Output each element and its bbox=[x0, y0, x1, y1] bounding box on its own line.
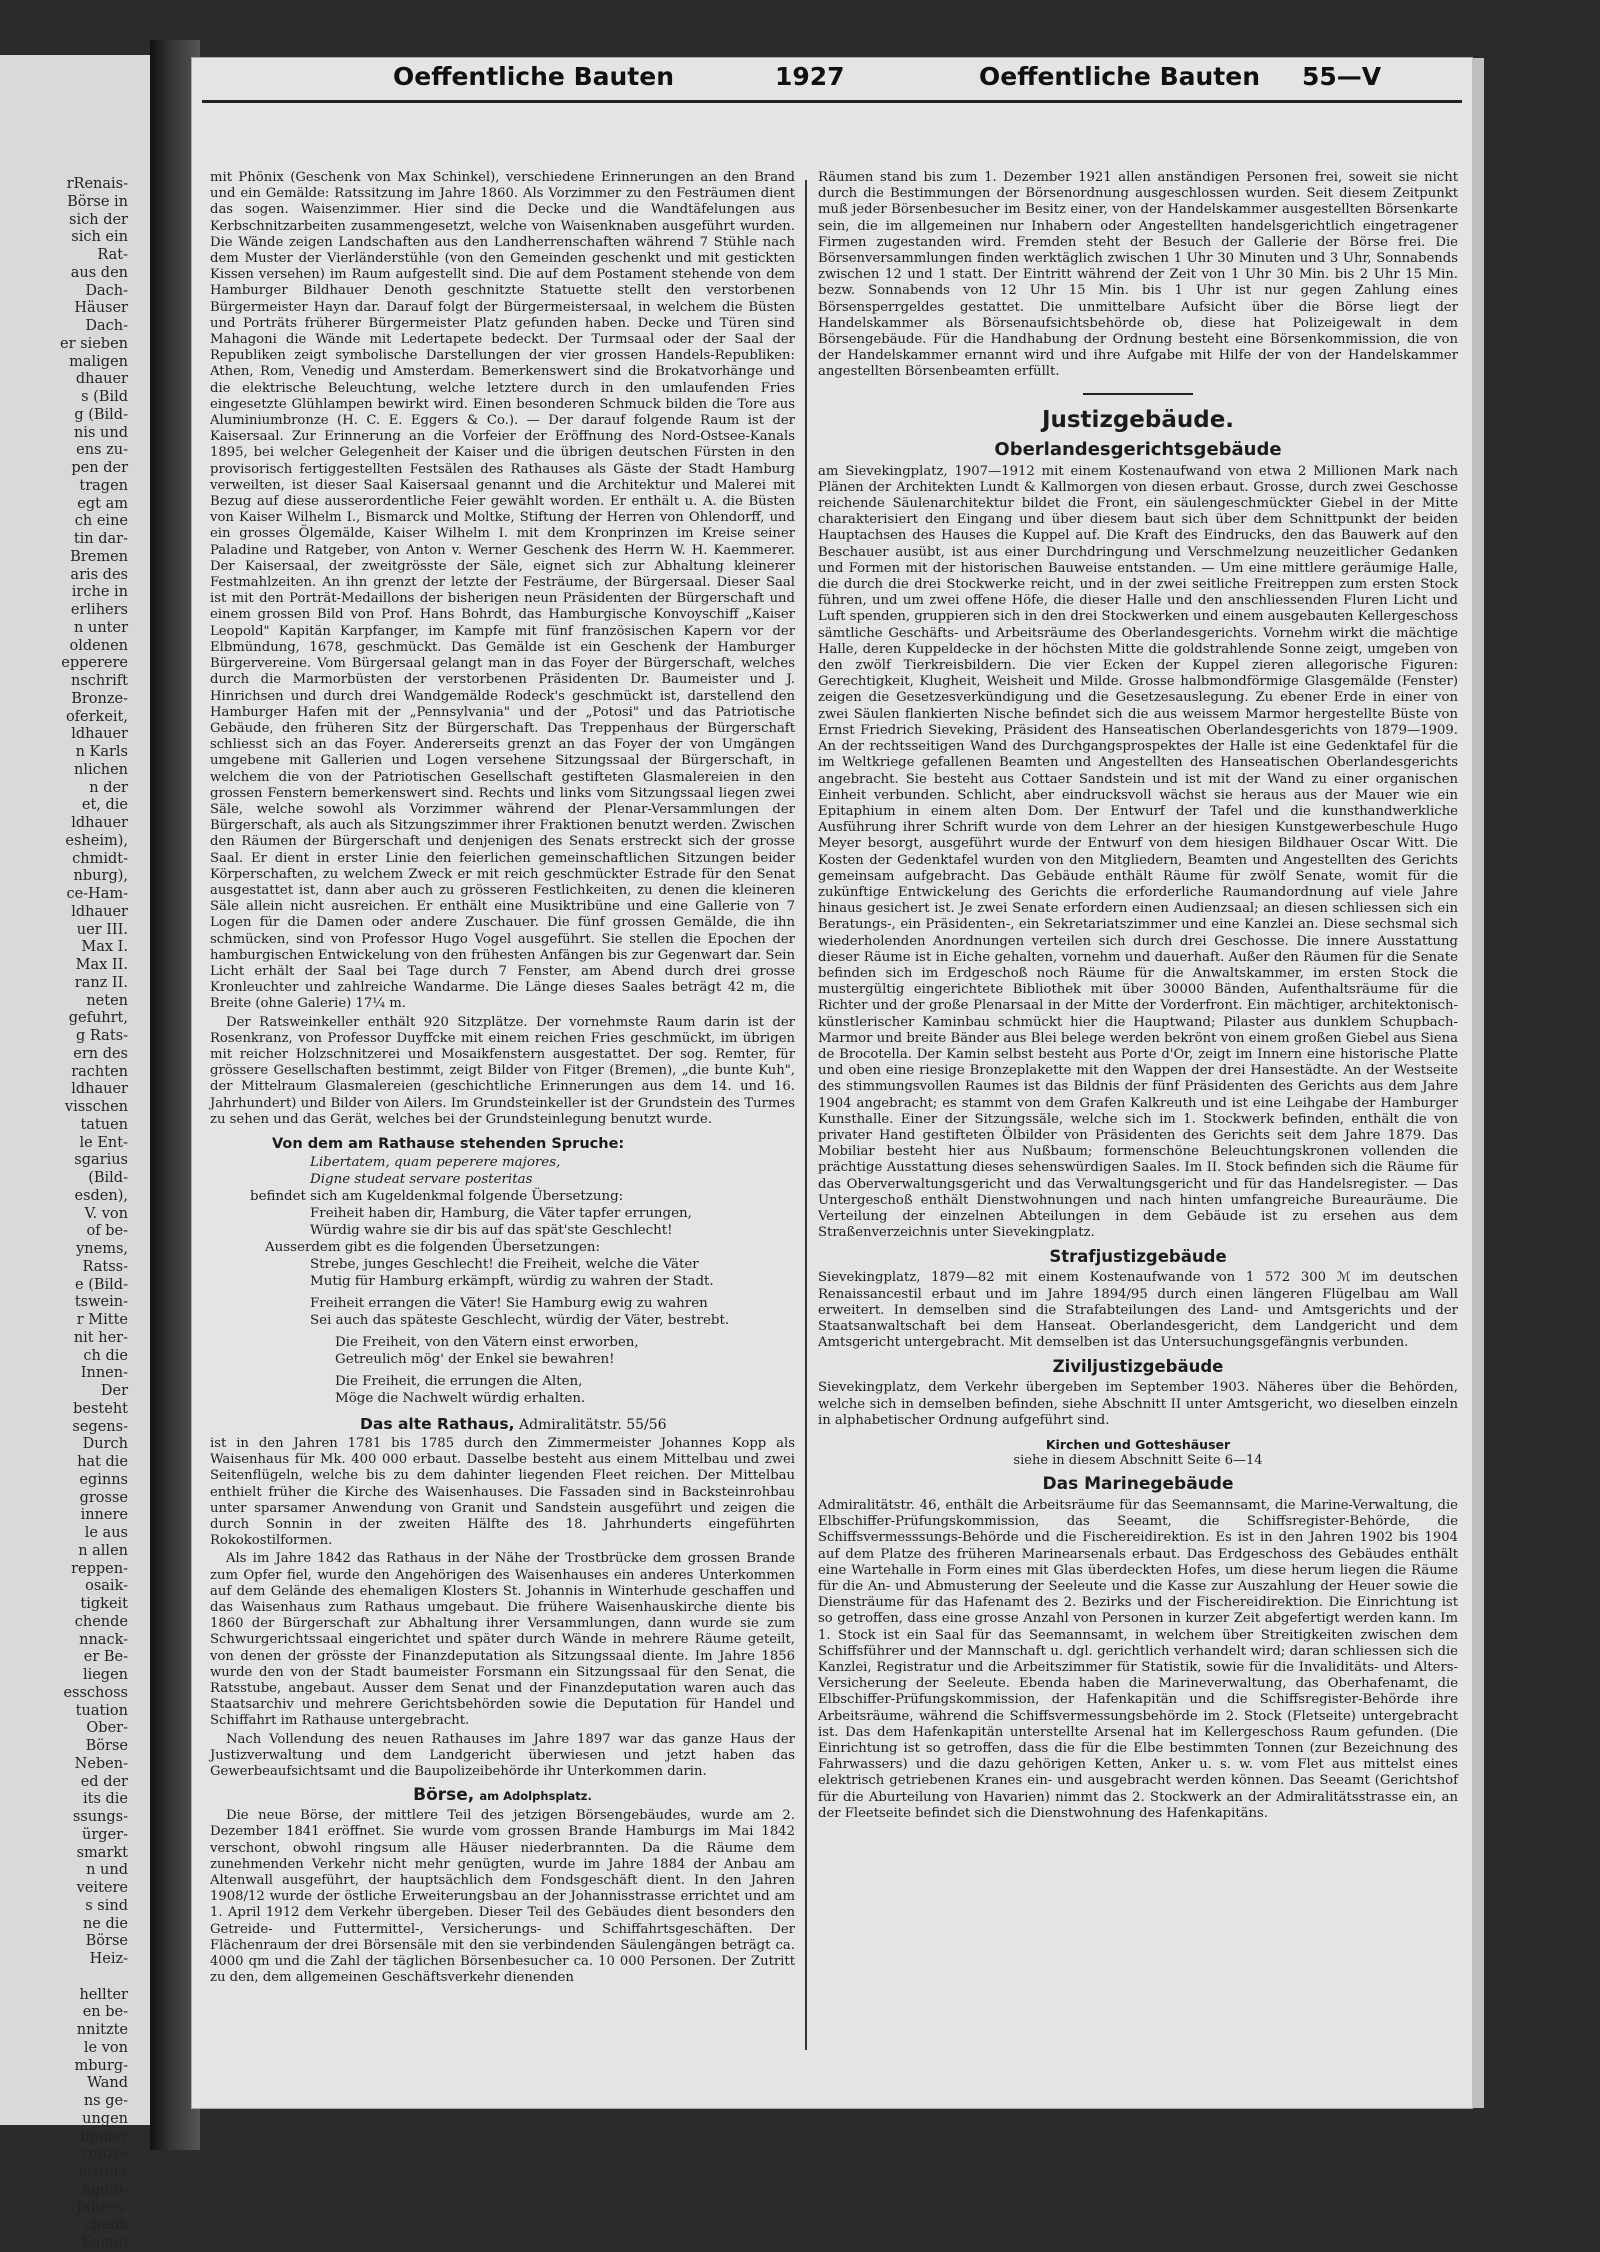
verse-line: Die Freiheit, die errungen die Alten, bbox=[335, 1373, 583, 1389]
strip-line: agoni- bbox=[82, 2181, 128, 2198]
strip-line: liegen bbox=[82, 1667, 128, 1683]
section-title-straf: Strafjustizgebäude bbox=[1049, 1247, 1227, 1267]
strip-line: Innen- bbox=[80, 1365, 128, 1382]
strip-line: (Bild- bbox=[88, 1170, 128, 1186]
section-title-marine: Das Marinegebäude bbox=[1042, 1474, 1234, 1495]
strip-line: its die bbox=[82, 1791, 128, 1808]
strip-line: ranz II. bbox=[74, 974, 128, 991]
adjacent-page-strip bbox=[0, 55, 150, 2251]
strip-line: Bremen bbox=[70, 548, 128, 565]
section-heading-boerse bbox=[210, 1785, 795, 1805]
page-edge bbox=[1472, 58, 1484, 2108]
strip-line: Bronze- bbox=[71, 690, 128, 707]
header-right-title: Oeffentliche Bauten bbox=[979, 62, 1261, 91]
strip-line: eginns bbox=[79, 1471, 128, 1488]
strip-line: chende bbox=[74, 1613, 128, 1630]
verse-line: Libertatem, quam peperere majores, bbox=[310, 1154, 561, 1170]
strip-line: mburg- bbox=[74, 2057, 128, 2074]
strip-line: le von bbox=[83, 2039, 128, 2056]
strip-line: grosse bbox=[79, 1489, 128, 1506]
strip-line: Durch bbox=[82, 1436, 128, 1453]
paragraph: Als im Jahre 1842 das Rathaus in der Nähe der Trostbrücke dem grossen Brande zum Opfer fiel, wurde den Angehörigen des Waisenhauses ein anderes Unterkommen auf dem Gelände des ehemaligen Klosters St. Johannis in Winterhude geschaffen und das Waisenhaus zum Rathaus umgebaut. Die frühere Waisenhauskirche diente bis 1860 der Bürgerschaft zur Abhaltung ihrer Versammlungen, dann wurde sie zum Schwurgerichtssaal eingerichtet und später durch Wände in mehrere Räume geteilt, von denen der grösste der Finanzdeputation als Sitzungssaal diente. Im Jahre 1856 wurde den von der Stadt baumeister Forsmann ein Sitzungssaal für den Senat, die Ratsstube, angebaut. Ausser dem Senat und der Finanzdeputation waren auch das Staatsarchiv und mehrere Gerichtsbehörden sowie die Deputation für Handel und Schiffahrt im Rathause untergebracht. bbox=[210, 1551, 795, 1729]
strip-line: neten bbox=[86, 992, 128, 1009]
verse-intro: Ausserdem gibt es die folgenden Übersetzungen: bbox=[265, 1239, 601, 1255]
paragraph: Räumen stand bis zum 1. Dezember 1921 allen anständigen Personen frei, soweit sie nicht durch die Bestimmungen der Börsenordnung ausgeschlossen wurden. Seit diesem Zeitpunkt muß jeder Börsenbesucher im Besitz einer, von der Handelskammer ausgestellten Börsenkarte sein, die im allgemeinen nur Inhabern oder Angestellten handelsgerichtlich eingetragener Firmen zugestanden wird. Fremden steht der Besuch der Gallerie der Börse frei. Die Börsenversammlungen finden werktäglich zwischen 1 Uhr 30 Minuten und 3 Uhr, Sonnabends zwischen 12 und 1 statt. Der Eintritt während der Zeit von 1 Uhr 30 Min. bis 2 Uhr 15 Min. bezw. Sonnabends von 12 Uhr 15 Min. bis 1 Uhr ist nur gegen Zahlung eines Börsensperrgeldes gestattet. Die unmittelbare Aufsicht über die Börse liegt der Handelskammer als Börsenaufsichtsbehörde ob, diese hat Polizeigewalt in dem Börsengebäude. Für die Handhabung der Ordnung besteht eine Börsenkommission, die von der Handelskammer ernannt wird und ihre Aufgabe mit Hilfe der von der Handelskammer angestellten Börsenbeamten erfüllt. bbox=[818, 170, 1458, 380]
strip-line: ürger- bbox=[82, 1826, 128, 1843]
strip-line: tatuen bbox=[80, 1116, 128, 1133]
strip-line: tin dar- bbox=[73, 531, 128, 547]
strip-line: ed der bbox=[80, 1773, 128, 1790]
paragraph: Die neue Börse, der mittlere Teil des jetzigen Börsengebäudes, wurde am 2. Dezember 1841 eröffnet. Sie wurde vom grossen Brande Hamburgs im Mai 1842 verschont, obwohl ringsum alle Häuser niederbrannten. Da die Räume dem zunehmenden Verkehr nicht mehr genügten, wurde im Jahre 1884 der Anbau am Altenwall ausgeführt, der hauptsächlich dem Fondsgeschäft dient. In den Jahren 1908/12 wurde der östliche Erweiterungsbau an der Johannisstrasse errichtet und am 1. April 1912 dem Verkehr übergeben. Dieser Teil des Gebäudes dient besonders den Getreide- und Futtermittel-, Versicherungs- und Schiffahrtsgeschäften. Der Flächenraum der drei Börsensäle mit den sie verbindenden Säulengängen beträgt ca. 4000 qm und die Zahl der täglichen Börsenbesucher ca. 10 000 Personen. Der Zutritt zu den, dem allgemeinen Geschäftsverkehr dienenden bbox=[210, 1808, 795, 1986]
strip-line: ne die bbox=[82, 1915, 128, 1932]
strip-line: ch die bbox=[83, 1347, 128, 1364]
strip-line: hellter bbox=[79, 1986, 128, 2003]
paragraph: Admiralitätstr. 46, enthält die Arbeitsräume für das Seemannsamt, die Marine-Verwaltung, die Elbschiffer-Prüfungskommission, das Seeamt, die Schiffsregister-Behörde, die Schiffsvermesssungs-Behörde und die Fischereidirektion. Es ist in den Jahren 1902 bis 1904 auf dem Platze des früheren Marinearsenals erbaut. Das Erdgeschoss des Gebäudes enthält eine Wartehalle in Form eines mit Glas überdeckten Hofes, um diese herum liegen die Räume für die An- und Abmusterung der Seeleute und die Kasse zur Auszahlung der Heuer sowie die Diensträume für das Hafenamt des 2. Bezirks und der Fischereidirektion. Die Einrichtung ist so getroffen, dass eine grosse Anzahl von Personen in kurzer Zeit abgefertigt werden kann. Im 1. Stock ist ein Saal für das Seemannsamt, in welchem über Streitigkeiten zwischen dem Schiffsführer und der Mannschaft u. dgl. gerichtlich verhandelt wird; daran schliessen sich die Kanzlei, Registratur und die Arbeitszimmer für Statistik, sowie für die Invaliditäts- und Alters-Versicherung der Seeleute. Ebenda haben die Marineverwaltung, das Oberhafenamt, die Elbschiffer-Prüfungskommission, der Hafenkapitän und die Schiffsregister-Behörde ihre Arbeitsräume, während die Schiffsvermessungsbehörde im 2. Stock (Fletseite) untergebracht ist. Das dem Hafenkapitän unterstellte Arsenal hat im Kellergeschoss Raum gefunden. (Die Einrichtung ist so getroffen, dass die für die Elbe bestimmten Tonnen (zur Bezeichnung des Fahrwassers) und die dazu gehörigen Ketten, Anker u. s. w. vom Flet aus mittelst eines elektrisch getriebenen Kranes ein- und ausgebracht werden können. Das Seeamt (Gerichtshof für die Aburteilung von Havarien) nimmt das 2. Stockwerk an der Admiralitätsstrasse ein, an der Fleetseite befindet sich die Dienstwohnung des Hafenkapitäns. bbox=[818, 1498, 1458, 1821]
strip-line: sich ein bbox=[71, 229, 128, 246]
strip-line: e (Bild- bbox=[75, 1276, 128, 1293]
section-address: Admiralitätstr. 55/56 bbox=[518, 1416, 667, 1433]
strip-line: of be- bbox=[86, 1223, 128, 1240]
strip-line: tuation bbox=[75, 1702, 128, 1719]
section-title-justiz: Justizgebäude. bbox=[1041, 406, 1235, 433]
strip-line: ronze- bbox=[81, 2146, 128, 2163]
strip-line: ns ge- bbox=[83, 2093, 128, 2109]
strip-line: Börse bbox=[85, 1933, 128, 1950]
section-title-olg: Oberlandesgerichtsgebäude bbox=[994, 438, 1282, 460]
strip-line: s (Bild bbox=[81, 389, 128, 405]
strip-line: ldhauer bbox=[71, 1081, 128, 1098]
strip-line: Kamin bbox=[80, 2235, 128, 2251]
strip-line: er Be- bbox=[83, 1649, 128, 1666]
verse-line: Mutig für Hamburg erkämpft, würdig zu wahren der Stadt. bbox=[310, 1273, 714, 1289]
section-title-kirchen: Kirchen und Gotteshäuser bbox=[1045, 1437, 1231, 1453]
strip-line: erlihers bbox=[70, 602, 128, 618]
strip-line: et, die bbox=[81, 797, 128, 814]
strip-line: pen der bbox=[71, 460, 128, 476]
strip-line: n Karls bbox=[75, 744, 128, 760]
strip-line: n und bbox=[86, 1862, 128, 1879]
section-title: Das alte Rathaus, bbox=[360, 1414, 515, 1433]
strip-line: nschrift bbox=[70, 673, 128, 689]
strip-line: besteht bbox=[73, 1400, 128, 1417]
strip-line: sich der bbox=[69, 211, 128, 228]
strip-line: ldhauer bbox=[71, 815, 128, 831]
strip-line: ens zu- bbox=[76, 442, 128, 459]
strip-line: s sind bbox=[85, 1897, 128, 1914]
strip-line: esden), bbox=[74, 1187, 128, 1204]
column-divider bbox=[805, 180, 807, 2050]
strip-line: ce-Ham- bbox=[66, 886, 128, 902]
verse-line: Freiheit haben dir, Hamburg, die Väter tapfer errungen, bbox=[310, 1205, 692, 1221]
strip-line: nit her- bbox=[73, 1329, 128, 1346]
strip-line: g Rats- bbox=[76, 1028, 128, 1044]
strip-line: Neben- bbox=[74, 1755, 128, 1772]
strip-line: maligen bbox=[69, 353, 128, 370]
strip-line: Jahres- bbox=[76, 2199, 128, 2216]
strip-line: esheim), bbox=[65, 832, 128, 849]
paragraph: mit Phönix (Geschenk von Max Schinkel), verschiedene Erinnerungen an den Brand und ein Gemälde: Ratssitzung im Jahre 1860. Als Vorzimmer zu den Festräumen dient das sogen. Waisenzimmer. Hier sind die Decke und die Wandtäfelungen aus Kerbschnitzarbeiten zusammengesetzt, welche von Waisenknaben ausgeführt wurden. Die Wände zeigen Landschaften aus den Landherrenschaften während 7 Stühle nach dem Muster der Vierländerstühle (von den Gemeinden geschenkt und mit gestickten Kissen versehen) im Raum aufgestellt sind. Die auf dem Postament stehende von dem Hamburger Bildhauer Denoth geschnitzte Statuette stellt den verstorbenen Bürgermeister Hayn dar. Darauf folgt der Bürgermeistersaal, in welchem die Büsten und Porträts früherer Bürgermeister Platz gefunden haben. Decke und Türen sind Mahagoni die Wände mit Ledertapete bedeckt. Der Turmsaal oder der Saal der Republiken zeigt symbolische Darstellungen der vier grossen Handels-Republiken: Athen, Rom, Venedig und Amsterdam. Bemerkenswert sind die Brokatvorhänge und die elektrische Beleuchtung, welche letztere durch in den umlaufenden Fries eingesetzte Glühlampen bewirkt wird. Einen besonderen Schmuck bilden die Tore aus Aluminiumbronze (H. C. E. Eggers & Co.). — Der darauf folgende Raum ist der Kaisersaal. Zur Erinnerung an die Vorfeier der Eröffnung des Nord-Ostsee-Kanals 1895, bei welcher Gelegenheit der Kaiser und die übrigen deutschen Fürsten in den provisorisch fertiggestellten Festsälen des Rathauses als Gäste der Stadt Hamburg verweilten, ist dieser Saal Kaisersaal genannt und die Architektur und Malerei mit Bezug auf diese ausserordentliche Feier gewählt worden. Er enthält u. A. die Büsten von Kaiser Wilhelm I., Bismarck und Moltke, Stiftung der Herren von Ohlendorff, und ein grosses Ölgemälde, Kaiser Wilhelm I. mit dem Kronprinzen im Kreise seiner Paladine und Ratgeber, von Anton v. Werner Geschenk des Herrn W. H. Kaemmerer. Der Kaisersaal, der zweitgrösste der Säle, eignet sich zur Abhaltung kleinerer Festmahlzeiten. An ihn grenzt der letzte der Festräume, der Bürgersaal. Dieser Saal ist mit den Porträt-Medaillons der bisherigen neun Präsidenten der Bürgerschaft und einem grossen Bild von Prof. Hans Bohrdt, das Hamburgische Konvoyschiff „Kaiser Leopold" Kapitän Karpfanger, im Kampfe mit fünf französischen Kapern vor der Elbmündung, 1678, geschmückt. Das Gemälde ist ein Geschenk der Hamburger Bürgervereine. Vom Bürgersaal gelangt man in das Foyer der Bürgerschaft, welches durch die Marmorbüsten der verstorbenen Präsidenten Dr. Baumeister und J. Hinrichsen und durch drei Wandgemälde Rodeck's geschmückt ist, darstellend den Hamburger Hafen mit der „Pennsylvania" und der „Potosi" und das Patriotische Gebäude, den früheren Sitz der Bürgerschaft. Das Treppenhaus der Bürgerschaft schliesst sich an das Foyer. Andererseits grenzt an das Foyer der von Umgängen umgebene mit Gallerien und Logen versehene Sitzungssaal der Bürgerschaft, in welchem die von der Patriotischen Gesellschaft gestifteten Glasmalereien in den grossen Fenstern bemerkenswert sind. Rechts und links vom Sitzungssaal liegen zwei Säle, welche sowohl als Vorzimmer während der Plenar-Versammlungen der Bürgerschaft, als auch als Sitzungszimmer ihrer Fraktionen benutzt werden. Zwischen den Räumen der Bürgerschaft und denjenigen des Senats erstreckt sich der grosse Saal. Er dient in erster Linie den feierlichen gemeinschaftlichen Sitzungen beider Körperschaften, zu welchem Zweck er mit reich geschmückter Estrade für den Senat ausgestattet ist, dann aber auch zu grösseren Festlichkeiten, zu denen die kleineren Säle allein nicht ausreichen. Er enthält eine Musiktribüne und eine Gallerie von 7 Logen für die Damen oder andere Zuschauer. Die fünf grossen Gemälde, die ihn schmücken, sind von Professor Hugo Vogel ausgeführt. Sie stellen die Epochen der hamburgischen Entwickelung von den frühesten Anfängen bis zur Gegenwart dar. Sein Licht erhält der Saal bei Tage durch 7 Fenster, am Abend durch drei grosse Kronleuchter und zahlreiche Wandarme. Die Länge dieses Saales beträgt 42 m, die Breite (ohne Galerie) 17¼ m. bbox=[210, 170, 795, 1012]
verse-line: Sei auch das späteste Geschlecht, würdig der Väter, bestrebt. bbox=[310, 1312, 730, 1328]
strip-line: uer III. bbox=[76, 921, 128, 938]
strip-line: egt am bbox=[77, 495, 128, 512]
strip-line: n allen bbox=[78, 1542, 128, 1559]
strip-line: ch eine bbox=[74, 513, 128, 530]
strip-line: hat die bbox=[77, 1454, 128, 1470]
strip-line: tragen bbox=[79, 477, 128, 494]
header-page-number: 55—V bbox=[1302, 62, 1382, 91]
strip-line: chenk bbox=[83, 2217, 128, 2234]
strip-line: irche in bbox=[71, 584, 128, 601]
strip-line: g (Bild- bbox=[74, 406, 128, 423]
verse-intro: befindet sich am Kugeldenkmal folgende Übersetzung: bbox=[250, 1188, 624, 1204]
paragraph: ist in den Jahren 1781 bis 1785 durch den Zimmermeister Johannes Kopp als Waisenhaus für Mk. 400 000 erbaut. Dasselbe besteht aus einem Mittelbau und zwei Seitenflügeln, welche bis zu dem dahinter liegenden Fleet reichen. Der Mittelbau enthielt früher die Kirche des Waisenhauses. Die Fassaden sind in Backsteinrohbau unter sparsamer Anwendung von Granit und Sandstein ausgeführt und zeigen die durch Sonnin in der zweiten Hälfte des 18. Jahrhunderts eingeführten Rokokostilformen. bbox=[210, 1435, 795, 1549]
strip-line: rRenais- bbox=[66, 176, 128, 192]
section-heading-alte-rathaus bbox=[360, 1415, 795, 1433]
strip-line: Dach- bbox=[85, 282, 128, 299]
strip-line: veitere bbox=[76, 1880, 128, 1896]
paragraph: Sievekingplatz, dem Verkehr übergeben im September 1903. Näheres über die Behörden, welche sich in demselben befinden, siehe Abschnitt II unter Amtsgericht, wo dieselben einzeln in alphabetischer Ordnung aufgeführt sind. bbox=[818, 1380, 1458, 1428]
spruch-heading: Von dem am Rathause stehenden Spruche: bbox=[272, 1135, 625, 1152]
left-column bbox=[210, 170, 795, 1988]
strip-line: n der bbox=[89, 779, 128, 796]
section-title-zivil: Ziviljustizgebäude bbox=[1052, 1357, 1224, 1377]
strip-line: Ober- bbox=[86, 1720, 128, 1737]
strip-line: segens- bbox=[72, 1418, 128, 1435]
strip-line: aris des bbox=[70, 566, 128, 583]
strip-line: n unter bbox=[74, 619, 128, 636]
strip-line: osaik- bbox=[85, 1578, 128, 1595]
strip-line: nlichen bbox=[74, 761, 128, 778]
strip-line: aus den bbox=[70, 264, 128, 281]
strip-line: eisters bbox=[78, 2164, 128, 2180]
header-year: 1927 bbox=[775, 62, 845, 91]
strip-line: Max II. bbox=[75, 957, 128, 973]
paragraph: am Sievekingplatz, 1907—1912 mit einem Kostenaufwand von etwa 2 Millionen Mark nach Plänen der Architekten Lundt & Kallmorgen von diesen erbaut. Grosse, durch zwei Geschosse reichende Säulenarchitektur bildet die Front, ein säulengeschmückter Giebel in der Mitte charakterisiert den Eingang und über diesem baut sich über dem Schnittpunkt der beiden Hauptachsen des Hauses die Kuppel auf. Die Kraft des Eindrucks, den das Bauwerk auf den Beschauer ausübt, ist aus einer Durchdringung und Verschmelzung neuzeitlicher Gedanken und Formen mit der historischen Bauweise entstanden. — Um eine mittlere geräumige Halle, die durch die drei Stockwerke reicht, und in der zwei seitliche Freitreppen zum ersten Stock führen, und um zwei offene Höfe, die dieser Halle und den anschliessenden Fluren Licht und Luft spenden, gruppieren sich in den drei Stockwerken und einem ausgebauten Kellergeschoss sämtliche Geschäfts- und Arbeitsräume des Oberlandesgerichts. Vornehm wirkt die mächtige Halle, deren Kuppeldecke in der höchsten Mitte die goldstrahlende Sonne zeigt, umgeben von den zwölf Tierkreisbildern. Die vier Ecken der Kuppel zieren allegorische Figuren: Gerechtigkeit, Klugheit, Weisheit und Milde. Grosse halbmondförmige Glasgemälde (Fenster) zeigen die Gesetzesverkündigung und die Gesetzesauslegung. Zu ebener Erde in einer von zwei Säulen flankierten Nische befindet sich die aus weissem Marmor hergestellte Büste von Ernst Friedrich Sieveking, Präsident des Hanseatischen Oberlandesgerichts von 1879—1909. An der rechtsseitigen Wand des Durchgangsprospektes der Halle ist eine Gedenktafel für die im Weltkriege gefallenen Beamten und Angestellten des Hanseatischen Oberlandesgerichts angebracht. Sie besteht aus Cottaer Sandstein und ist mit der Wand zu einer organischen Einheit verbunden. Schlicht, aber eindrucksvoll wächst sie heraus aus der Mauer wie ein Epitaphium in einem alten Dom. Der Entwurf der Tafel und die kunsthandwerkliche Ausführung ihrer Schrift wurde von dem Lehrer an der hiesigen Kunstgewerbeschule Hugo Meyer besorgt, ausgeführt wurde der Entwurf von dem hiesigen Bildhauer Oscar Witt. Die Kosten der Gedenktafel wurden von den Mitgliedern, Beamten und Angestellten des Gerichts gemeinsam aufgebracht. Das Gebäude enthält Räume für zwölf Senate, womit für die zukünftige Entwickelung des Gerichts die erforderliche Raumandordnung auf viele Jahre hinaus gesichert ist. Je zwei Senate erfordern einen Audienzsaal; an diesen schliessen sich ein Beratungs-, ein Präsidenten-, ein Sekretariatszimmer und eine Kanzlei an. Diese sechsmal sich wiederholenden Anordnungen verteilen sich durch drei Geschosse. Die innere Ausstattung dieser Räume ist in Eiche gehalten, vornehm und dauerhaft. Außer den Räumen für die Senate befinden sich im Erdgeschoß noch Räume für die Anwaltskammer, im ersten Stock die mustergültig eingerichtete Bibliothek mit über 30000 Bänden, Aufenthaltsräume für die Richter und der große Plenarsaal in der Mitte der Vorderfront. Ein mächtiger, architektonisch-künstlerischer Kaminbau schmückt hier die Hauptwand; Pilaster aus dunklem Schupbach-Marmor und breite Bänder aus Blei belege werden bekrönt von einem großen Giebel aus Siena de Brocotella. Der Kamin selbst besteht aus Porte d'Or, zeigt im Innern eine historische Platte und oben eine riesige Bronzeplakette mit den Wappen der drei Hansestädte. An der Westseite des stimmungsvollen Raumes ist das Bildnis der fünf Präsidenten des Gerichts aus dem Jahre 1904 angebracht; es stammt von dem Grafen Kalkreuth und ist eine Leihgabe der Hamburger Kunsthalle. Einer der Sitzungssäle, welche sich im 1. Stockwerk befinden, enthält die von privater Hand gestifteten Ölbilder von Präsidenten des Gerichts seit dem Jahre 1879. Das Mobiliar besteht hier aus Nußbaum; formenschöne Beleuchtungskronen vollenden die prächtige Ausstattung dieses sehenswürdigen Saales. Im II. Stock befinden sich die Räume für das Oberverwaltungsgericht und das Verwaltungsgericht und für das Handelsregister. — Das Untergeschoß enthält Dienstwohnungen und nach hinten umfangreiche Bureauräume. Die Verteilung der einzelnen Abteilungen in dem Gebäude ist zu ersehen aus dem Straßenverzeichnis unter Sievekingplatz. bbox=[818, 463, 1458, 1241]
strip-line: oferkeit, bbox=[65, 708, 128, 725]
section-rule bbox=[1083, 393, 1193, 395]
strip-line: innere bbox=[80, 1507, 128, 1524]
strip-line: Rat- bbox=[97, 247, 128, 263]
strip-line: V. von bbox=[84, 1205, 128, 1222]
header-left-title: Oeffentliche Bauten bbox=[393, 62, 675, 91]
strip-line: esschoss bbox=[63, 1684, 128, 1701]
strip-line: ldhauer bbox=[71, 726, 128, 743]
section-address: am Adolphsplatz. bbox=[479, 1789, 592, 1804]
verse-line: Freiheit errangen die Väter! Sie Hamburg ewig zu wahren bbox=[310, 1295, 708, 1311]
strip-line: nburg), bbox=[73, 868, 128, 885]
strip-line: visschen bbox=[64, 1099, 128, 1115]
strip-line: dhauer bbox=[75, 371, 128, 388]
strip-line: chmidt- bbox=[72, 850, 128, 867]
strip-line: reppen- bbox=[71, 1560, 128, 1577]
strip-line: ynems, bbox=[76, 1241, 128, 1257]
section-title: Börse, bbox=[413, 1785, 475, 1806]
strip-line: ern des bbox=[73, 1045, 128, 1062]
strip-line: r Mitte bbox=[76, 1312, 128, 1328]
paragraph: Der Ratsweinkeller enthält 920 Sitzplätze. Der vornehmste Raum darin ist der Rosenkranz, von Professor Duyffcke mit einem reichen Fries geschmückt, im übrigen mit reicher Holzschnitzerei und Mosaikfenstern ausgestattet. Der sog. Remter, für grössere Gesellschaften bestimmt, zeigt Bilder von Fitger (Bremen), „die bunte Kuh", der Mittelraum Glasmalereien (geschichtliche Erinnerungen aus dem 14. und 16. Jahrhundert) und Bilder von Ailers. Im Grundsteinkeller ist der Grundstein des Turmes zu sehen und das Gerät, welches bei der Grundsteinlegung benutzt wurde. bbox=[210, 1014, 795, 1127]
verse-line: Würdig wahre sie dir bis auf das spät'ste Geschlecht! bbox=[310, 1222, 673, 1238]
strip-line: Börse bbox=[85, 1738, 128, 1754]
strip-line: oldenen bbox=[69, 637, 128, 654]
strip-line: le aus bbox=[84, 1525, 128, 1541]
strip-line: nnack- bbox=[79, 1631, 128, 1648]
strip-line: Max I. bbox=[81, 939, 128, 956]
strip-line: Heiz- bbox=[89, 1951, 128, 1967]
strip-line: Dach- bbox=[85, 318, 128, 334]
strip-line: le Ent- bbox=[79, 1134, 128, 1151]
strip-line: ungen bbox=[82, 2110, 128, 2127]
strip-line: epperere bbox=[61, 655, 128, 672]
strip-line: gefuhrt, bbox=[68, 1010, 128, 1027]
strip-line: Börse in bbox=[67, 193, 128, 210]
header-rule bbox=[202, 100, 1462, 103]
strip-line: Häuser bbox=[74, 300, 128, 317]
kirchen-reference: siehe in diesem Abschnitt Seite 6—14 bbox=[1013, 1453, 1263, 1469]
strip-line: immer bbox=[80, 2128, 128, 2145]
paragraph: Sievekingplatz, 1879—82 mit einem Kostenaufwande von 1 572 300 ℳ im deutschen Renaissancestil erbaut und im Jahre 1894/95 durch einen längeren Flügelbau am Wall erweitert. In demselben sind die Strafabteilungen des Land- und Amtsgerichts und der Staatsanwaltschaft bei dem Hanseat. Oberlandesgericht, dem Landgericht und dem Amtsgericht untergebracht. Mit demselben ist das Untersuchungsgefängnis verbunden. bbox=[818, 1270, 1458, 1351]
strip-line: nnitzte bbox=[76, 2022, 128, 2038]
verse-line: Digne studeat servare posteritas bbox=[310, 1171, 533, 1187]
verse-line: Die Freiheit, von den Vätern einst erworben, bbox=[335, 1334, 639, 1350]
strip-line: rachten bbox=[71, 1063, 128, 1080]
strip-line: tswein- bbox=[74, 1294, 128, 1311]
strip-line: sgarius bbox=[74, 1152, 128, 1169]
paragraph: Nach Vollendung des neuen Rathauses im Jahre 1897 war das ganze Haus der Justizverwaltung und dem Landgericht überwiesen und jetzt haben das Gewerbeaufsichtsamt und die Baupolizeibehörde ihr Unterkommen darin. bbox=[210, 1731, 795, 1780]
strip-line: Ratss- bbox=[82, 1258, 128, 1275]
verse-line: Möge die Nachwelt würdig erhalten. bbox=[335, 1390, 586, 1406]
verse-line: Strebe, junges Geschlecht! die Freiheit, welche die Väter bbox=[310, 1256, 699, 1272]
right-column bbox=[818, 170, 1458, 1824]
strip-line: Wand bbox=[87, 2075, 128, 2092]
verse-line: Getreulich mög' der Enkel sie bewahren! bbox=[335, 1351, 615, 1367]
strip-line: ssungs- bbox=[72, 1809, 128, 1825]
strip-line: en be- bbox=[82, 2004, 128, 2021]
strip-line: nis und bbox=[74, 424, 128, 441]
strip-line: ldhauer bbox=[71, 903, 128, 920]
strip-line: smarkt bbox=[76, 1844, 128, 1861]
strip-line: Der bbox=[100, 1383, 128, 1399]
strip-line: er sieben bbox=[60, 335, 128, 352]
strip-line: tigkeit bbox=[80, 1596, 128, 1612]
